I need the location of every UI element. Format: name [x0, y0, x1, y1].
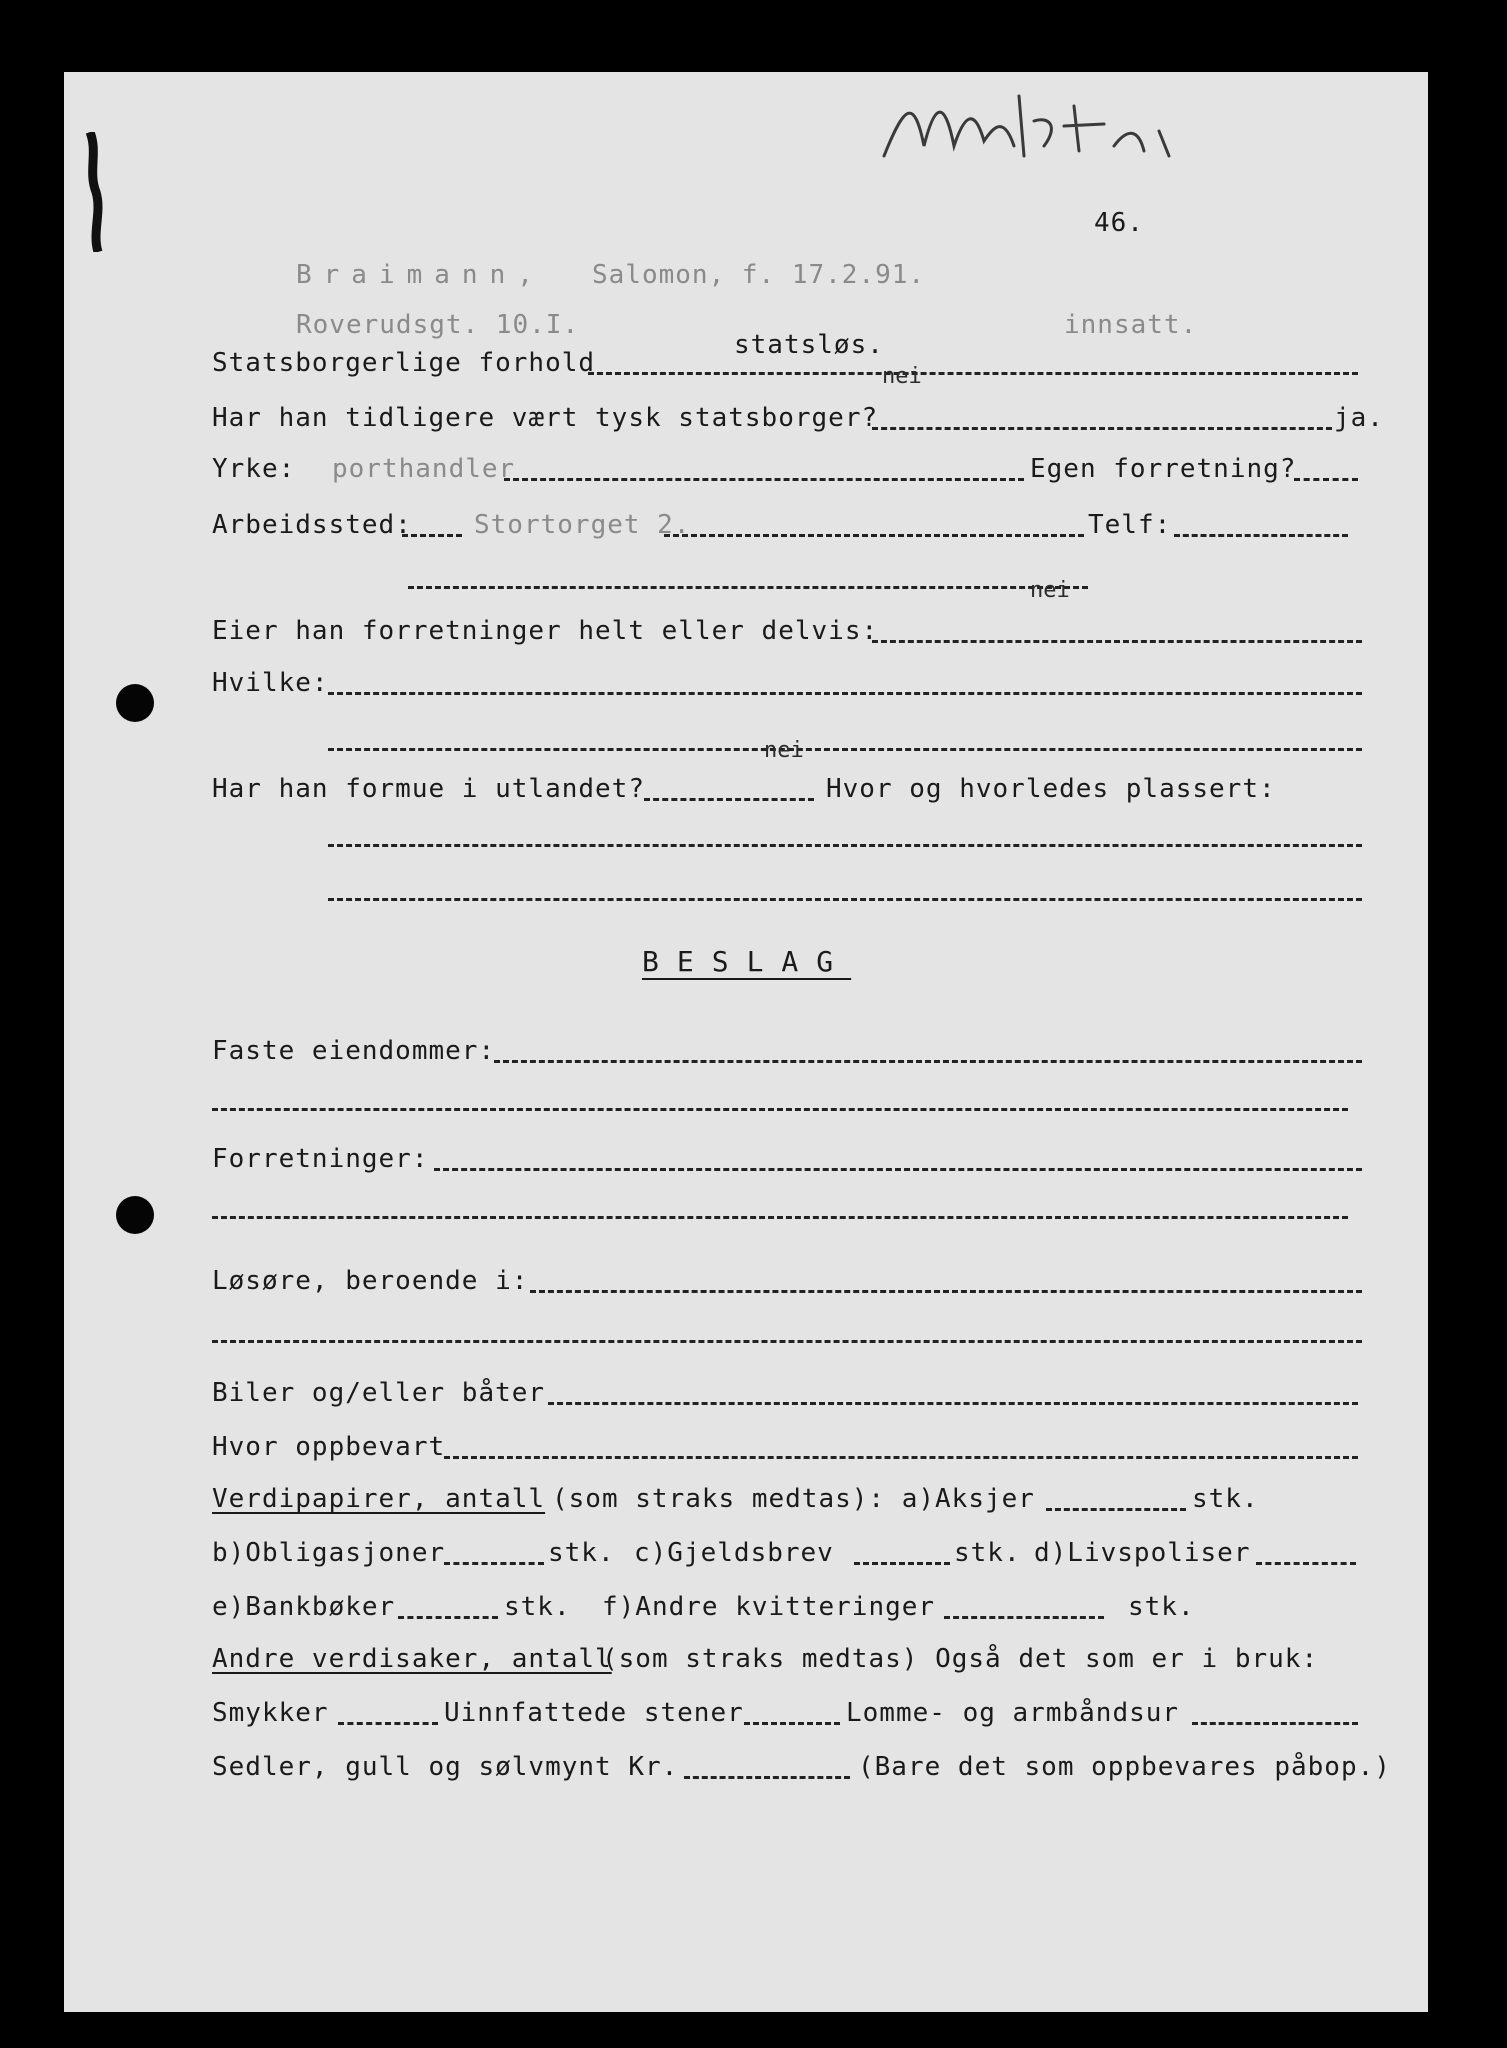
formue-value: nei	[764, 738, 804, 763]
tysk-line	[872, 427, 1332, 430]
handwritten-signature	[874, 86, 1204, 176]
livspoliser-label: d)Livspoliser	[1034, 1538, 1251, 1568]
person-address: Roverudsgt. 10.I.	[296, 310, 580, 340]
hvilke-line-1	[328, 692, 1362, 695]
forretninger-line-2	[212, 1216, 1348, 1219]
ink-smudge	[84, 132, 106, 252]
andre-verdisaker-label: Andre verdisaker, antall	[212, 1644, 612, 1674]
punch-hole-2	[116, 1196, 154, 1234]
losore-line-2	[212, 1340, 1362, 1343]
andre-kvitteringer-label: f)Andre kvitteringer	[602, 1592, 936, 1622]
telf-line	[1174, 534, 1348, 537]
page-number: 46.	[1094, 208, 1144, 238]
hvor-oppbevart-label: Hvor oppbevart	[212, 1432, 446, 1462]
bare-note: (Bare det som oppbevares påbop.)	[858, 1752, 1391, 1782]
beslag-heading: BESLAG	[642, 945, 852, 978]
tysk-label: Har han tidligere vært tysk statsborger?	[212, 403, 879, 433]
losore-label: Løsøre, beroende i:	[212, 1266, 529, 1296]
tysk-nei-value: nei	[882, 364, 922, 389]
biler-line	[548, 1402, 1358, 1405]
bankboker-line	[398, 1616, 498, 1619]
ur-line	[1192, 1722, 1358, 1725]
losore-line-1	[530, 1290, 1362, 1293]
forretninger-label: Forretninger:	[212, 1144, 429, 1174]
faste-line-2	[212, 1108, 1348, 1111]
gjeldsbrev-stk: stk.	[954, 1538, 1021, 1568]
document-page	[64, 72, 1428, 2012]
statsborger-label: Statsborgerlige forhold	[212, 348, 596, 378]
formue-label: Har han formue i utlandet?	[212, 774, 645, 804]
obligasjoner-line	[444, 1562, 544, 1565]
verdipapirer-aksjer-label: (som straks medtas): a)Aksjer	[552, 1484, 1035, 1514]
ur-label: Lomme- og armbåndsur	[846, 1698, 1180, 1728]
verdipapirer-label: Verdipapirer, antall	[212, 1484, 546, 1514]
eier-line	[872, 640, 1362, 643]
arbeidssted-line-a	[402, 534, 462, 537]
aksjer-stk: stk.	[1192, 1484, 1259, 1514]
telf-label: Telf:	[1088, 510, 1172, 540]
andre-verdisaker-note: (som straks medtas) Også det som er i bruk:	[602, 1644, 1319, 1674]
stener-label: Uinnfattede stener	[444, 1698, 744, 1728]
gjeldsbrev-line	[854, 1562, 950, 1565]
faste-line-1	[494, 1060, 1362, 1063]
faste-label: Faste eiendommer:	[212, 1036, 496, 1066]
biler-label: Biler og/eller båter	[212, 1378, 546, 1408]
obligasjoner-label: b)Obligasjoner	[212, 1538, 446, 1568]
statsborger-value: statsløs.	[734, 330, 884, 360]
arbeidssted-value: Stortorget 2.	[474, 510, 691, 540]
obligasjoner-stk: stk.	[548, 1538, 615, 1568]
person-status: innsatt.	[1064, 310, 1198, 340]
formue-line	[644, 798, 814, 801]
yrke-value: porthandler	[332, 454, 516, 484]
hvor-plassert-line-1	[328, 844, 1362, 847]
sedler-line	[684, 1776, 850, 1779]
forretninger-line-1	[434, 1168, 1362, 1171]
bankboker-stk: stk.	[504, 1592, 571, 1622]
hvor-oppbevart-line	[444, 1456, 1358, 1459]
yrke-line	[504, 478, 1024, 481]
hvilke-label: Hvilke:	[212, 668, 329, 698]
andre-kvitteringer-stk: stk.	[1128, 1592, 1195, 1622]
hvilke-line-2	[328, 748, 1362, 751]
person-surname: Braimann,	[296, 260, 545, 290]
eier-value: nei	[1030, 578, 1070, 603]
eier-label: Eier han forretninger helt eller delvis:	[212, 616, 879, 646]
aksjer-line	[1046, 1508, 1186, 1511]
hvor-plassert-label: Hvor og hvorledes plassert:	[826, 774, 1276, 804]
egen-forretning-label: Egen forretning?	[1030, 454, 1297, 484]
sedler-label: Sedler, gull og sølvmynt Kr.	[212, 1752, 679, 1782]
smykker-label: Smykker	[212, 1698, 329, 1728]
tysk-ja-value: ja.	[1334, 403, 1384, 433]
arbeidssted-line-b	[664, 534, 1084, 537]
person-name-birthdate: Salomon, f. 17.2.91.	[592, 260, 926, 290]
yrke-label: Yrke:	[212, 454, 296, 484]
punch-hole-1	[116, 684, 154, 722]
arbeidssted-line-c	[408, 586, 1088, 589]
egen-forretning-line	[1294, 478, 1358, 481]
statsborger-line	[588, 372, 1358, 375]
gjeldsbrev-label: c)Gjeldsbrev	[634, 1538, 834, 1568]
bankboker-label: e)Bankbøker	[212, 1592, 396, 1622]
stener-line	[744, 1722, 840, 1725]
arbeidssted-label: Arbeidssted:	[212, 510, 412, 540]
andre-kvitteringer-line	[944, 1616, 1104, 1619]
hvor-plassert-line-2	[328, 898, 1362, 901]
smykker-line	[338, 1722, 438, 1725]
livspoliser-line	[1256, 1562, 1356, 1565]
